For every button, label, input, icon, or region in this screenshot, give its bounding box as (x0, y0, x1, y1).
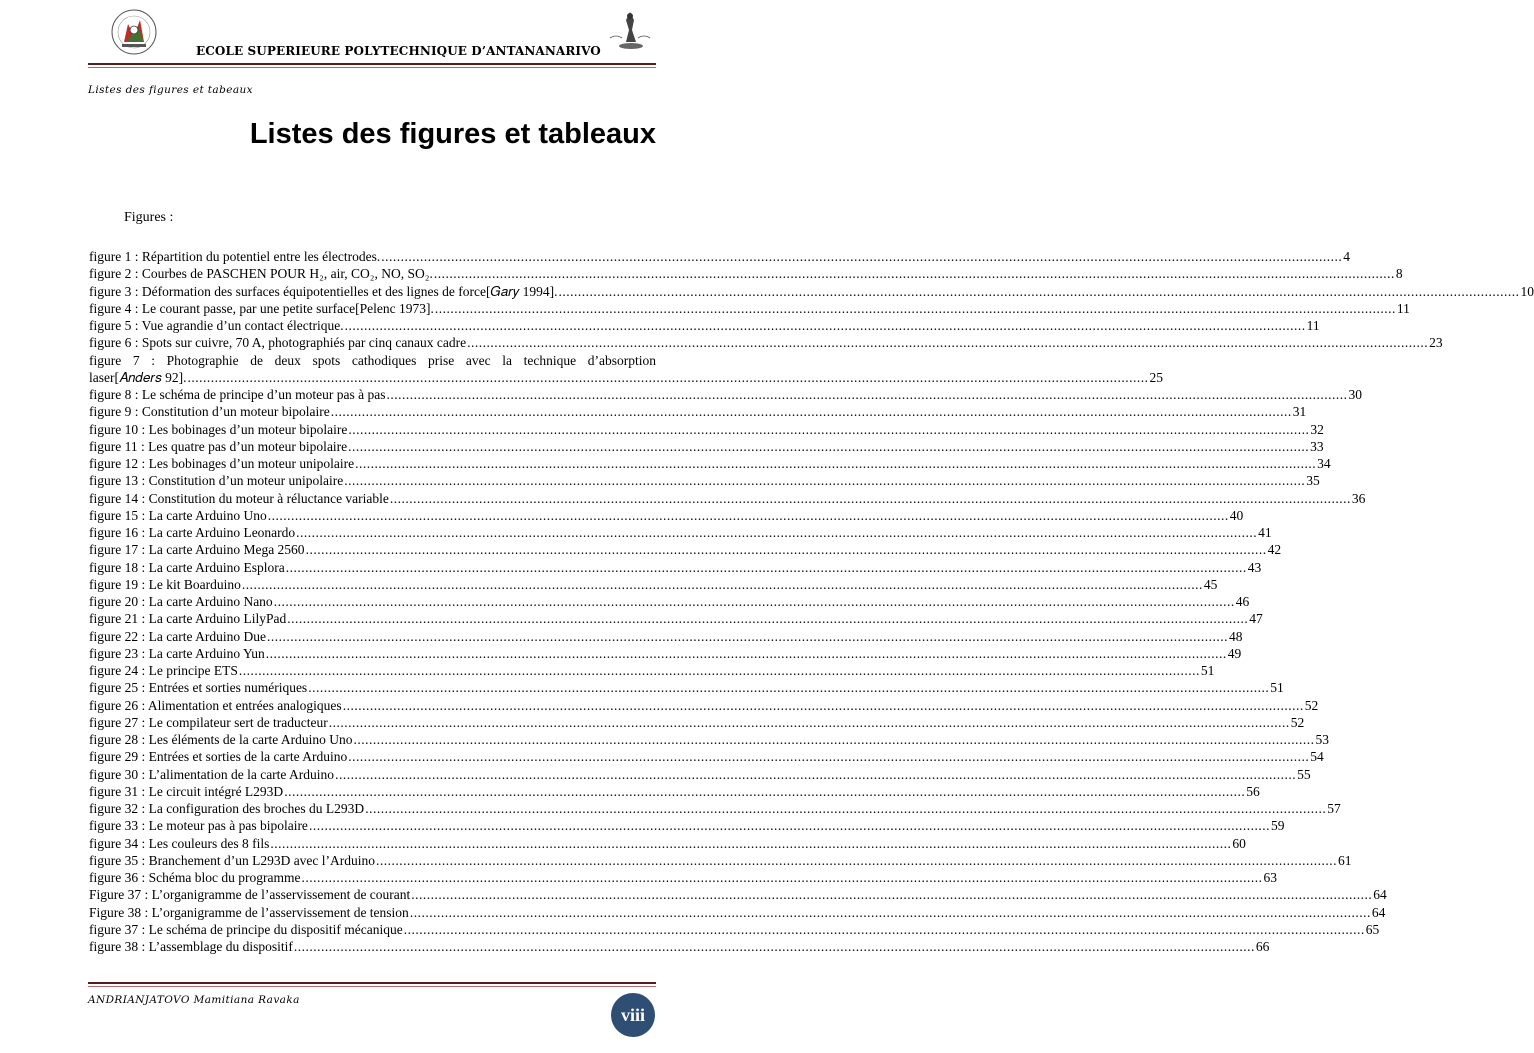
dot-leader (335, 766, 1296, 783)
dot-leader (348, 748, 1309, 765)
toc-entry-title: figure 12 : Les bobinages d’un moteur unipolaire (89, 456, 355, 471)
dot-leader (404, 921, 1365, 938)
toc-entry[interactable] (89, 748, 1324, 765)
toc-entry-page: 48 (1228, 628, 1243, 644)
toc-entry[interactable] (89, 835, 1246, 852)
toc-entry[interactable] (89, 610, 1263, 627)
toc-entry-page: 32 (1310, 421, 1324, 437)
toc-entry[interactable] (89, 731, 1330, 748)
dot-leader (306, 541, 1267, 558)
author-name: ANDRIANJATOVO Mamitiana Ravaka (88, 994, 300, 1006)
toc-entry-page: 43 (1247, 559, 1262, 575)
toc-entry-page: 65 (1365, 921, 1380, 937)
toc-entry[interactable] (89, 576, 1218, 593)
toc-entry[interactable] (89, 334, 1443, 351)
toc-entry-page: 30 (1348, 387, 1363, 402)
toc-entry-page: 34 (1317, 456, 1331, 471)
toc-entry[interactable] (89, 300, 1410, 317)
toc-entry-page: 51 (1200, 663, 1215, 678)
school-logo (104, 8, 164, 58)
toc-entry-page: 36 (1351, 490, 1366, 506)
toc-entry[interactable] (89, 800, 1341, 817)
dot-leader (348, 421, 1309, 438)
toc-entry-title: figure 29 : Entrées et sorties de la carte Arduino (89, 749, 348, 765)
toc-entry[interactable] (89, 817, 1285, 834)
toc-entry-page: 61 (1338, 852, 1352, 868)
toc-entry-title: figure 3 : Déformation des surfaces équipotentielles et des lignes de force[𝐺𝑎𝑟𝑦 1994]. (89, 283, 558, 299)
toc-entry-page: 11 (1306, 318, 1320, 333)
toc-entry-title: figure 22 : La carte Arduino Due (89, 628, 266, 644)
toc-entry-page: 8 (1395, 266, 1403, 282)
toc-entry-title: laser[𝐴𝑛𝑑𝑒𝑟𝑠 92]. (89, 369, 187, 385)
dot-leader (354, 731, 1315, 748)
dot-leader (284, 783, 1245, 800)
toc-entry-title: figure 4 : Le courant passe, par une petite surface[Pelenc 1973]. (89, 300, 434, 316)
dot-leader (381, 248, 1342, 265)
toc-entry-page: 25 (1149, 369, 1163, 385)
toc-entry-title: figure 6 : Spots sur cuivre, 70 A, photographiés par cinq canaux cadre (89, 335, 467, 351)
toc-entry-page: 46 (1235, 594, 1250, 609)
toc-entry-page: 35 (1306, 473, 1320, 489)
toc-entry-page: 52 (1304, 697, 1319, 713)
toc-entry-title: figure 16 : La carte Arduino Leonardo (89, 525, 296, 540)
toc-entry[interactable] (89, 766, 1311, 783)
toc-entry-title: figure 31 : Le circuit intégré L293D (89, 783, 284, 799)
running-head: Listes des figures et tabeaux (88, 84, 253, 96)
toc-entry[interactable] (89, 490, 1366, 507)
toc-entry[interactable] (89, 265, 1403, 282)
dot-leader (329, 714, 1290, 731)
dot-leader (308, 679, 1269, 696)
dot-leader (267, 628, 1228, 645)
toc-entry[interactable] (89, 783, 1260, 800)
dot-leader (435, 300, 1396, 317)
toc-entry[interactable] (89, 904, 1386, 921)
dot-leader (345, 317, 1306, 334)
school-name: ECOLE SUPERIEURE POLYTECHNIQUE D’ANTANANARIVO (196, 44, 601, 58)
toc-entry-page: 60 (1232, 835, 1246, 851)
toc-entry-page: 64 (1371, 904, 1386, 920)
toc-entry-title: figure 24 : Le principe ETS (89, 663, 238, 678)
toc-entry-title: figure 19 : Le kit Boarduino (89, 576, 241, 592)
toc-entry[interactable] (89, 593, 1250, 610)
toc-entry-page: 59 (1270, 818, 1285, 834)
toc-entry[interactable] (89, 472, 1320, 489)
dot-leader (187, 369, 1148, 386)
toc-entry-title: figure 1 : Répartition du potentiel entre les électrodes. (89, 249, 381, 264)
toc-entry-title: figure 34 : Les couleurs des 8 fils (89, 835, 270, 851)
toc-entry-title: figure 32 : La configuration des broches du L293D (89, 801, 365, 816)
toc-entry-page: 52 (1290, 714, 1305, 730)
toc-entry-title: figure 21 : La carte Arduino LilyPad (89, 611, 287, 627)
toc-entry-page: 42 (1267, 542, 1282, 558)
toc-entry[interactable] (89, 524, 1272, 541)
dot-leader (376, 852, 1337, 869)
footer-rule (88, 982, 656, 984)
toc-entry-page: 55 (1297, 766, 1311, 782)
toc-entry[interactable] (89, 369, 1163, 386)
toc-entry[interactable] (89, 421, 1324, 438)
dot-leader (286, 559, 1247, 576)
toc-entry-title: figure 9 : Constitution d’un moteur bipolaire (89, 404, 330, 420)
toc-entry-title: figure 17 : La carte Arduino Mega 2560 (89, 542, 305, 558)
toc-entry-title: figure 27 : Le compilateur sert de traducteur (89, 714, 328, 730)
toc-entry-page: 31 (1292, 404, 1307, 420)
toc-entry-title: figure 38 : L’assemblage du dispositif (89, 939, 293, 954)
toc-entry-page: 53 (1315, 732, 1330, 747)
toc-entry-title: Figure 38 : L’organigramme de l’asservissement de tension (89, 904, 409, 920)
toc-entry-page: 11 (1396, 300, 1410, 316)
dot-leader (274, 593, 1235, 610)
toc-entry-page: 63 (1263, 870, 1277, 885)
toc-entry-title: figure 2 : Courbes de PASCHEN POUR H₂, air, CO₂, NO, SO₂. (89, 266, 433, 282)
dot-leader (343, 697, 1304, 714)
section-label: Figures : (124, 210, 174, 225)
dot-leader (270, 835, 1231, 852)
toc-entry-title: figure 11 : Les quatre pas d’un moteur bipolaire (89, 438, 348, 454)
dot-leader (294, 938, 1255, 955)
page-number-badge: viii (611, 993, 655, 1037)
toc-entry-page: 64 (1373, 887, 1387, 903)
dot-leader (309, 817, 1270, 834)
toc-entry-title: figure 20 : La carte Arduino Nano (89, 594, 273, 609)
toc-entry-page: 54 (1310, 749, 1324, 765)
toc-entry[interactable] (89, 248, 1351, 265)
toc-entry-page: 51 (1270, 680, 1284, 696)
toc-entry[interactable] (89, 403, 1307, 420)
toc-entry[interactable] (89, 679, 1284, 696)
toc-entry[interactable] (89, 541, 1282, 558)
toc-entry-title: figure 28 : Les éléments de la carte Arduino Uno (89, 732, 353, 747)
toc-entry-title: figure 25 : Entrées et sorties numériques (89, 680, 308, 696)
header-rule (88, 63, 656, 65)
toc-entry-page: 49 (1227, 645, 1242, 661)
dot-leader (348, 438, 1309, 455)
toc-entry-title: figure 36 : Schéma bloc du programme (89, 870, 301, 885)
toc-entry[interactable] (89, 714, 1305, 731)
dot-leader (344, 472, 1305, 489)
toc-entry[interactable] (89, 938, 1270, 955)
toc-entry[interactable] (89, 386, 1363, 403)
toc-entry-title: figure 10 : Les bobinages d’un moteur bipolaire (89, 421, 348, 437)
dot-leader (266, 645, 1227, 662)
toc-entry-page: 41 (1258, 525, 1272, 540)
dot-leader (242, 576, 1203, 593)
toc-entry-page: 4 (1343, 249, 1351, 264)
dot-leader (434, 265, 1395, 282)
dot-leader (331, 403, 1292, 420)
toc-entry-title: figure 18 : La carte Arduino Esplora (89, 559, 285, 575)
toc-entry-page: 57 (1327, 801, 1341, 816)
toc-entry[interactable] (89, 645, 1242, 662)
toc-entry-page: 56 (1246, 783, 1260, 799)
toc-entry-page: 23 (1429, 335, 1443, 351)
department-logo (604, 8, 654, 60)
toc-entry-title: figure 15 : La carte Arduino Uno (89, 507, 267, 523)
footer-rule-thin (88, 986, 656, 987)
table-of-figures (89, 248, 1534, 955)
toc-entry-title: Figure 37 : L’organigramme de l’asservissement de courant (89, 887, 411, 903)
toc-entry-title: figure 33 : Le moteur pas à pas bipolaire (89, 818, 308, 834)
toc-entry-page: 10 (1520, 283, 1534, 299)
toc-entry[interactable] (89, 455, 1331, 472)
toc-entry-page: 33 (1310, 438, 1324, 454)
dot-leader (411, 886, 1372, 903)
toc-entry[interactable] (89, 317, 1320, 334)
toc-entry-title: figure 8 : Le schéma de principe d’un moteur pas à pas (89, 387, 386, 402)
toc-entry[interactable] (89, 886, 1387, 903)
toc-entry-title: figure 23 : La carte Arduino Yun (89, 645, 265, 661)
toc-entry-title: figure 35 : Branchement d’un L293D avec l’Arduino (89, 852, 376, 868)
dot-leader (390, 490, 1351, 507)
toc-entry[interactable] (89, 438, 1324, 455)
toc-entry-page: 40 (1229, 507, 1244, 523)
dot-leader (365, 800, 1326, 817)
toc-entry-title: figure 14 : Constitution du moteur à réluctance variable (89, 490, 389, 506)
toc-entry[interactable] (89, 697, 1319, 714)
toc-entry[interactable] (89, 283, 1534, 300)
dot-leader (387, 386, 1348, 403)
dot-leader (467, 334, 1428, 351)
dot-leader (355, 455, 1316, 472)
toc-entry-title: figure 13 : Constitution d’un moteur unipolaire (89, 473, 344, 489)
toc-entry-page: 47 (1249, 611, 1263, 627)
dot-leader (410, 904, 1371, 921)
dot-leader (296, 524, 1257, 541)
toc-entry-title: figure 30 : L’alimentation de la carte Arduino (89, 766, 335, 782)
dot-leader (268, 507, 1229, 524)
toc-entry-page: 45 (1203, 576, 1218, 592)
toc-entry-title: figure 26 : Alimentation et entrées analogiques (89, 697, 342, 713)
toc-entry[interactable] (89, 921, 1380, 938)
toc-entry[interactable] (89, 507, 1244, 524)
dot-leader (301, 869, 1262, 886)
header-rule-thin (88, 67, 656, 68)
toc-entry-line: figure 7 : Photographie de deux spots cathodiques prise avec la technique d’absorption (89, 352, 656, 368)
toc-entry-title: figure 37 : Le schéma de principe du dispositif mécanique (89, 921, 403, 937)
toc-entry[interactable] (89, 628, 1243, 645)
dot-leader (287, 610, 1248, 627)
toc-entry[interactable] (89, 852, 1352, 869)
dot-leader (239, 662, 1200, 679)
page-title: Listes des figures et tableaux (249, 118, 656, 150)
toc-entry[interactable] (89, 869, 1277, 886)
toc-entry[interactable] (89, 559, 1262, 576)
dot-leader (559, 283, 1520, 300)
toc-entry[interactable] (89, 662, 1215, 679)
toc-entry-page: 66 (1255, 939, 1270, 954)
toc-entry-title: figure 5 : Vue agrandie d’un contact électrique. (89, 318, 344, 333)
